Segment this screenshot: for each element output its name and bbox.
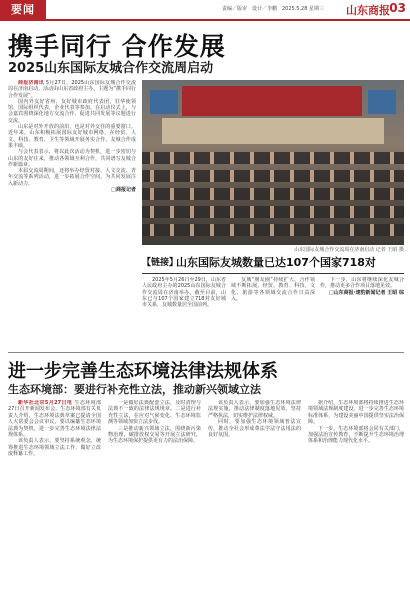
story1-dateline: 商报济南讯 [18, 80, 46, 86]
page-number: 03 [389, 1, 406, 15]
photo-audience-row [142, 152, 404, 164]
story3-paragraph: 该负责人表示，要加强生态环境法律法规实施，推动法律制度落地见效，坚持严格执法，切实维护法律权威。 [208, 400, 301, 419]
story3-column-3 [208, 400, 301, 598]
header-meta: 责编／版审 设计／李鹏 2025.5.28 星期三 [221, 6, 324, 12]
photo-screen-right [368, 90, 396, 114]
story3-headline: 进一步完善生态环境法律法规体系 [8, 361, 278, 382]
story1-paragraph: 国内外友好省州、友好城市政府代表团，驻华使领馆，国际组织代表，企业代表等参加。在启动仪式上，与会嘉宾围绕深化地方交流合作、促进共同发展等议题进行交流。 [8, 98, 136, 124]
story2-byline: □山东商报·速豹新闻记者 王昭 综 [328, 289, 404, 296]
story2-column-3 [320, 277, 404, 348]
photo-stage [162, 118, 384, 144]
story2-column-2 [231, 277, 315, 348]
section-divider [8, 352, 404, 353]
section-tab: 要闻 [0, 0, 46, 19]
photo-audience-row [142, 206, 404, 218]
story3-subheadline: 生态环境部：要进行补充性立法，推动新兴领域立法 [8, 383, 261, 396]
story3-paragraph: 该负责人表示，要坚持系统观念，统筹推进生态环境领域立法工作，做好立改废释纂工作。 [8, 438, 101, 458]
photo-audience-row [142, 170, 404, 182]
story2-tag: 【链接】 [142, 258, 179, 268]
page-header [0, 0, 410, 19]
paper-name: 山东商报 [346, 4, 390, 17]
story2-header [142, 253, 404, 273]
story3-paragraph: 生态环境部27日召开新闻发布会。生态环境部有关负责人介绍，生态环境法典草案已提请全国人大常委会会议审议，要以编纂生态环境法典为契机，进一步完善生态环境法律法规体系。 [8, 400, 101, 439]
story2-paragraph: 2025年5月26日至29日，山东省人民政府主办的2025山东国际友城合作交流周在济南举办。截至目前，山东已与107个国家建立718对友好城市关系，友城数量居全国前列。 [142, 277, 226, 309]
photo-audience-row [142, 224, 404, 236]
story1-body [8, 80, 136, 348]
story3-paragraph: 同时，要加强生态环境领域普法宣传，推动全社会形成尊法学法守法用法的良好氛围。 [208, 419, 301, 439]
story3-paragraph: 三是推动新兴领域立法，围绕新污染物治理、碳排放权交易等开展立法研究，为生态环境保护提供更有力的法治保障。 [108, 425, 201, 445]
story3-column-4 [308, 400, 404, 598]
story1-paragraph: 5月27日，2025山东国际友城合作交流周在济南启动。活动由山东省政府主办，主题为“携手同行 合作发展”。 [8, 80, 136, 99]
story2-rule [142, 273, 404, 274]
story1-byline: □商报记者 [111, 187, 136, 194]
story1-subheadline: 2025山东国际友城合作交流周启动 [8, 61, 214, 76]
story1-paragraph: 与会代表表示，将以此次活动为契机，进一步密切与山东的友好往来，推动各领域互利合作，共同谱写友城合作新篇章。 [8, 149, 136, 168]
story3-column-1 [8, 400, 101, 598]
story1-paragraph: 本届交流周期间，还将举办经贸对接、人文交流、青年交流等系列活动，进一步拓展合作空间，为共同发展注入新动力。 [8, 168, 136, 187]
story1-paragraph: 山东是对外开放的前沿，也是对外交往的重要窗口。近年来，山东积极拓展国际友好城市网络，在经贸、人文、科技、教育、卫生等领域开展务实合作，友城合作成果丰硕。 [8, 124, 136, 149]
header-rule [0, 19, 410, 21]
conference-photo [142, 80, 404, 245]
story2-column-1 [142, 277, 226, 348]
story2-paragraph: 友城“朋友圈”持续扩大，合作领域不断拓展。经贸、教育、科技、文化、旅游等各领域交流合作日益深入。 [231, 277, 315, 302]
story3-paragraph: 一是做好法典配套立法，及时清理与法典不一致的法律法规规章。二是进行补充性立法，在应对气候变化、生态环境监测等领域加快立法步伐。 [108, 400, 201, 426]
story2-paragraph: 下一步，山东将继续深化友城合作，推动更多合作项目落地见效。 [320, 277, 404, 290]
story2-headline: 山东国际友城数量已达107个国家718对 [176, 256, 376, 269]
story3-paragraph: 据介绍，生态环境部将持续推进生态环境领域法规制度建设，进一步完善生态环境标准体系，为建设美丽中国提供坚实法治保障。 [308, 400, 404, 426]
photo-caption: 山东国际友城合作交流周在济南启动 记者 王昭 摄 [294, 247, 404, 253]
photo-screen-left [150, 90, 178, 114]
story3-dateline: 新华社北京5月27日电 [18, 400, 75, 406]
story1-headline: 携手同行 合作发展 [8, 32, 226, 61]
photo-banner [182, 86, 362, 116]
story3-column-2 [108, 400, 201, 598]
story3-paragraph: 下一步，生态环境部将会同有关部门，加强法治宣传教育，不断提升生态环境治理体系和治理能力现代化水平。 [308, 425, 404, 445]
photo-audience-row [142, 188, 404, 200]
